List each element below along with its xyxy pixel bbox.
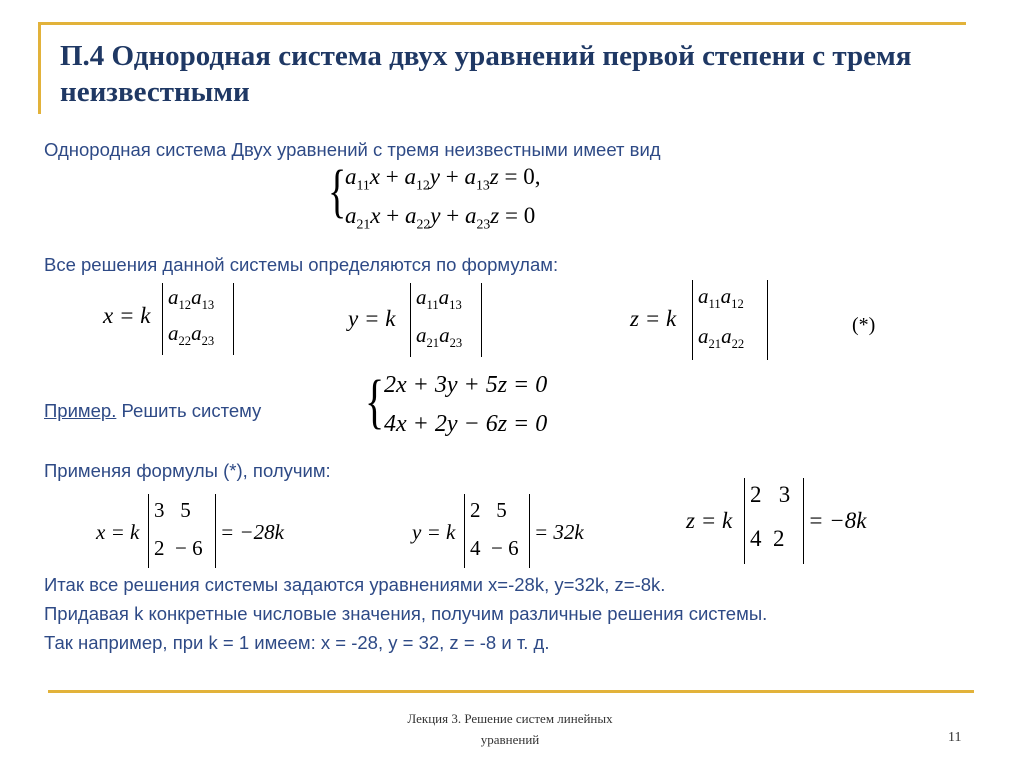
formula-x-lhs: x = k (103, 303, 151, 328)
intro-text: Однородная система Двух уравнений с тремя неизвестными имеет вид (44, 139, 661, 160)
slide-title: П.4 Однородная система двух уравнений первой степени с тремя неизвестными (60, 40, 912, 108)
formula-z-determinant: $a_{11}a_{12}$ $a_{21}a_{22}$ (692, 280, 768, 360)
footer (360, 708, 660, 750)
page-number: 11 (948, 730, 962, 745)
result-x-lhs: x = k (96, 520, 140, 544)
result-z-rhs: = −8k (808, 508, 867, 533)
example-word: Пример. (44, 400, 117, 421)
all-solutions-text: Все решения данной системы определяются по формулам: (44, 254, 559, 275)
result-y-rhs: = 32k (534, 520, 584, 544)
result-x-rhs: = −28k (220, 520, 284, 544)
footer-line-1: Лекция 3. Решение систем линейных (407, 711, 613, 726)
result-y-determinant: 2 5 4 − 6 (464, 494, 530, 568)
example-label (44, 400, 261, 422)
formula-y-lhs: y = k (348, 306, 396, 331)
general-equation-1: $a_{11}x + a_{12}y + a_{13}z = 0$, (345, 164, 541, 193)
formula-y-determinant: $a_{11}a_{13}$ $a_{21}a_{23}$ (410, 283, 482, 357)
left-rule (38, 22, 41, 114)
footer-line-2: уравнений (480, 732, 540, 747)
conclusion-line-2: Придавая k конкретные числовые значения, получим различные решения системы. (44, 603, 768, 624)
example-text: Решить систему (116, 400, 262, 421)
top-rule (38, 22, 966, 25)
result-x-determinant: 3 5 2 − 6 (148, 494, 216, 568)
example-brace: { (365, 367, 385, 435)
formula-x-determinant: $a_{12}a_{13}$ $a_{22}a_{23}$ (162, 283, 234, 355)
conclusion-line-3: Так например, при k = 1 имеем: x = -28, y = 32, z = -8 и т. д. (44, 632, 550, 653)
formula-mark: (*) (852, 314, 876, 336)
result-y-lhs: y = k (412, 520, 456, 544)
result-z-lhs: z = k (686, 508, 733, 533)
bottom-rule (48, 690, 974, 693)
applying-text: Применяя формулы (*), получим: (44, 460, 331, 481)
general-equation-2: $a_{21}x + a_{22}y + a_{23}z = 0$ (345, 203, 536, 232)
example-equation-1: 2x + 3y + 5z = 0 (384, 372, 548, 398)
conclusion-line-1: Итак все решения системы задаются уравнениями x=-28k, y=32k, z=-8k. (44, 574, 666, 595)
example-equation-2: 4x + 2y − 6z = 0 (384, 411, 548, 437)
system-brace: { (328, 159, 347, 225)
formula-z-lhs: z = k (630, 306, 677, 331)
result-z-determinant: 2 3 4 2 (744, 478, 804, 564)
